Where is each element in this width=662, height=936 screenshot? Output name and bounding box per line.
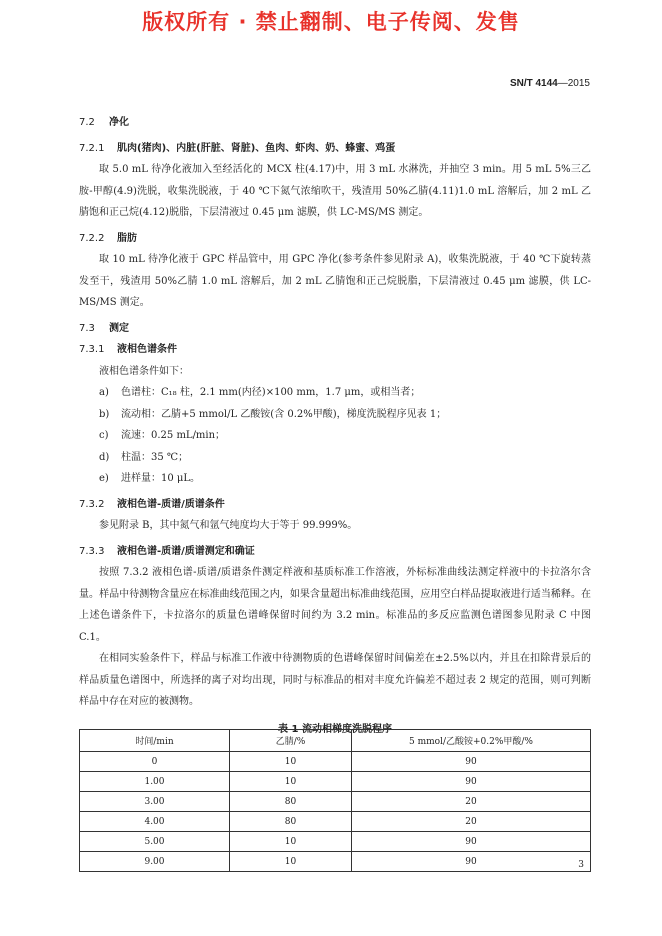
section-7-2-2-heading	[79, 228, 591, 250]
table-header-row	[80, 730, 591, 752]
standard-code-id: SN/T 4144	[509, 78, 558, 89]
list-item-text: 流速：0.25 mL/min；	[121, 430, 226, 441]
list-item-label: b)	[99, 408, 110, 420]
table-cell: 3.00	[80, 792, 230, 812]
section-number: 7.2	[79, 117, 95, 128]
table-row	[80, 812, 591, 832]
section-title: 液相色谱条件	[117, 344, 177, 355]
column-header-time: 时间/min	[80, 730, 230, 752]
table-row	[80, 752, 591, 772]
column-header-ammonium-acetate: 5 mmol/乙酸铵+0.2%甲酸/%	[352, 730, 591, 752]
list-item-text: 柱温：35 ℃；	[121, 451, 189, 463]
section-title: 净化	[109, 117, 129, 128]
section-number: 7.2.2	[79, 232, 105, 244]
list-item-text: 流动相：乙腈+5 mmol/L 乙酸铵(含 0.2%甲酸)，梯度洗脱程序见表 1；	[121, 408, 447, 420]
table-cell: 90	[352, 752, 591, 772]
section-title: 脂肪	[117, 232, 137, 244]
section-7-2-2-paragraph: 取 10 mL 待净化液于 GPC 样品管中，用 GPC 净化(参考条件参见附录 A)，收集洗脱液，于 40 ℃下旋转蒸发至干，残渣用 50%乙腈 1.0 mL 溶解后，加 2 mL 乙腈饱和正己烷脱脂，下层清液过 0.45 μm 滤膜，供 LC-MS/MS 测定。	[79, 254, 591, 308]
list-item-text: 色谱柱：C₁₈ 柱，2.1 mm(内径)×100 mm，1.7 μm，或相当者；	[121, 387, 421, 398]
list-item-label: e)	[99, 473, 109, 484]
page-number: 3	[578, 860, 584, 870]
table-row	[80, 792, 591, 812]
table-row	[80, 852, 591, 872]
list-item	[79, 404, 591, 426]
section-7-3-3-heading	[79, 541, 591, 563]
list-item-label: d)	[99, 451, 110, 463]
list-item-text: 进样量：10 μL。	[121, 473, 201, 484]
table-cell: 20	[352, 792, 591, 812]
section-7-2-1-heading	[79, 138, 591, 160]
table-cell: 20	[352, 812, 591, 832]
section-7-3-2-heading	[79, 494, 591, 516]
table-cell: 10	[230, 752, 352, 772]
list-item	[79, 468, 591, 490]
section-title: 液相色谱-质谱/质谱条件	[117, 498, 225, 510]
section-7-2-1-paragraph: 取 5.0 mL 待净化液加入至经活化的 MCX 柱(4.17)中，用 3 mL 水淋洗，并抽空 3 min。用 5 mL 5%三乙胺-甲醇(4.9)洗脱，收集洗脱液，于 40 ℃下氮气浓缩吹干，残渣用 50%乙腈(4.11)1.0 mL 溶解后，加 2 mL 乙腈饱和正己烷(4.12)脱脂，下层清液过 0.45 μm 滤膜，供 LC-MS/MS 测定。	[79, 164, 591, 218]
table-cell: 9.00	[80, 852, 230, 872]
table-cell: 90	[352, 832, 591, 852]
section-title: 测定	[109, 322, 129, 334]
table-cell: 90	[352, 772, 591, 792]
table-cell: 10	[230, 852, 352, 872]
table-cell: 80	[230, 792, 352, 812]
list-item	[79, 382, 591, 404]
table-cell: 90	[352, 852, 591, 872]
list-item	[79, 447, 591, 469]
section-7-3-2-paragraph: 参见附录 B，其中氮气和氩气纯度均大于等于 99.999%。	[99, 520, 358, 531]
section-title: 液相色谱-质谱/质谱测定和确证	[117, 545, 255, 557]
section-number: 7.3.2	[79, 498, 105, 510]
section-7-3-3-paragraph-2: 在相同实验条件下，样品与标准工作液中待测物质的色谱峰保留时间偏差在±2.5%以内，并且在扣除背景后的样品质量色谱图中，所选择的离子对均出现，同时与标准品的相对丰度允许偏差不超过表 2 规定的范围，则可判断样品中存在对应的被测物。	[79, 653, 591, 707]
table-cell: 10	[230, 772, 352, 792]
list-item-label: c)	[99, 430, 109, 441]
table-row	[80, 832, 591, 852]
gradient-table	[79, 729, 591, 872]
table-row	[80, 772, 591, 792]
standard-code-year: —2015	[557, 78, 590, 89]
watermark-banner: 版权所有 · 禁止翻制、电子传阅、发售	[142, 10, 520, 34]
page-content	[79, 112, 591, 740]
table-cell: 10	[230, 832, 352, 852]
table-1-caption: 表 1 流动相梯度洗脱程序	[278, 723, 392, 735]
section-7-3-1-heading	[79, 339, 591, 361]
section-number: 7.2.1	[79, 142, 105, 154]
list-item-label: a)	[99, 387, 109, 398]
table-cell: 4.00	[80, 812, 230, 832]
section-7-3-3-paragraph-1: 按照 7.3.2 液相色谱-质谱/质谱条件测定样液和基质标准工作溶液，外标标准曲线法测定样液中的卡拉洛尔含量。样品中待测物含量应在标准曲线范围之内，如果含量超出标准曲线范围，应用空白样品提取液进行适当稀释。在上述色谱条件下，卡拉洛尔的质量色谱峰保留时间约为 3.2 min。标准品的多反应监测色谱图参见附录 C 中图 C.1。	[79, 567, 591, 643]
table-cell: 5.00	[80, 832, 230, 852]
table-cell: 80	[230, 812, 352, 832]
column-header-acetonitrile: 乙腈/%	[230, 730, 352, 752]
section-title: 肌肉(猪肉)、内脏(肝脏、肾脏)、鱼肉、虾肉、奶、蜂蜜、鸡蛋	[117, 142, 396, 154]
section-7-2-heading	[79, 112, 591, 134]
lc-conditions-intro: 液相色谱条件如下：	[99, 365, 189, 377]
table-cell: 1.00	[80, 772, 230, 792]
section-number: 7.3.1	[79, 344, 105, 355]
list-item	[79, 425, 591, 447]
table-cell: 0	[80, 752, 230, 772]
section-number: 7.3.3	[79, 545, 105, 557]
standard-code	[510, 78, 590, 89]
section-number: 7.3	[79, 322, 95, 334]
section-7-3-heading	[79, 318, 591, 340]
